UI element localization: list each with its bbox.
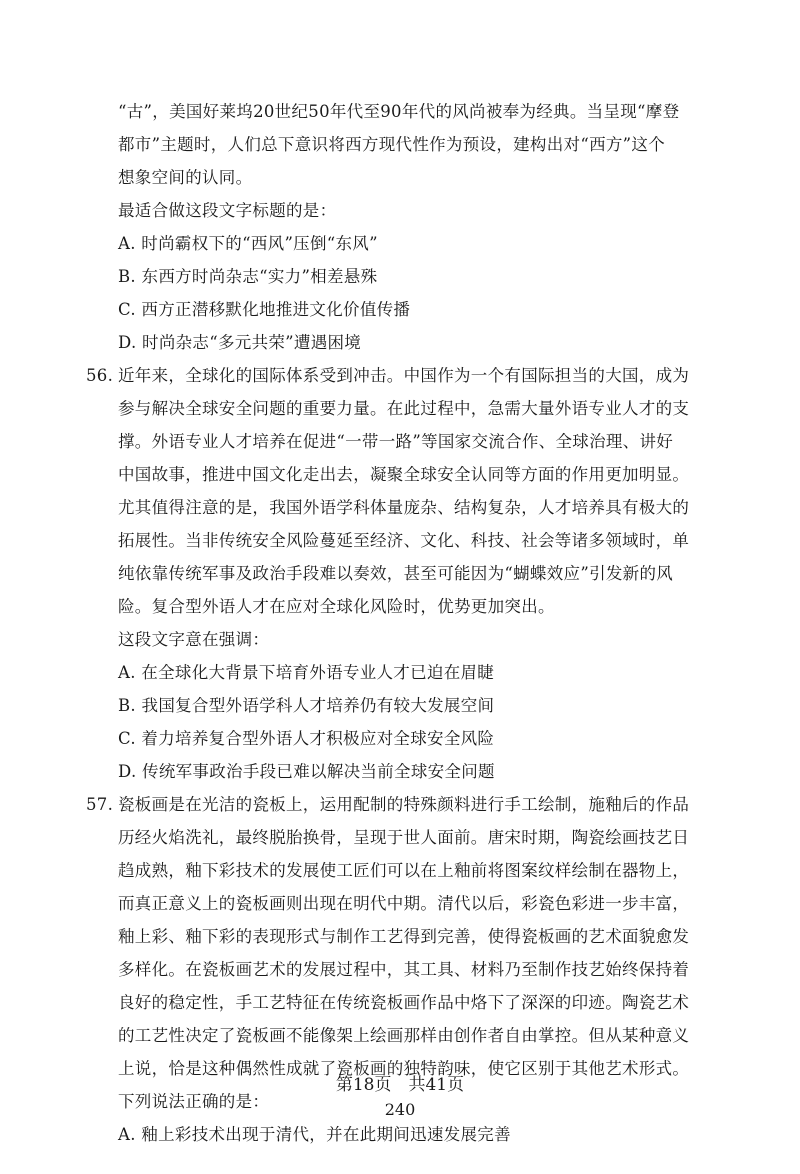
- option-c: C. 西方正潜移默化地推进文化价值传播: [118, 300, 411, 319]
- text-line: 中国故事，推进中国文化走出去，凝聚全球安全认同等方面的作用更加明显。: [118, 465, 690, 484]
- question-number: 57.: [86, 795, 114, 814]
- question-prompt: 下列说法正确的是：: [118, 1092, 270, 1111]
- passage-continuation: [118, 95, 718, 194]
- text-line: 近年来，全球化的国际体系受到冲击。中国作为一个有国际担当的大国，成为: [118, 366, 690, 385]
- text-line: 多样化。在瓷板画艺术的发展过程中，其工具、材料乃至制作技艺始终保持着: [118, 960, 690, 979]
- option-d: D. 时尚杂志“多元共荣”遭遇困境: [118, 333, 362, 352]
- question-prompt: 这段文字意在强调：: [118, 630, 270, 649]
- text-line: 纯依靠传统军事及政治手段难以奏效，甚至可能因为“蝴蝶效应”引发新的风: [118, 564, 674, 583]
- option-b: B. 我国复合型外语学科人才培养仍有较大发展空间: [118, 696, 495, 715]
- page-number: 240: [384, 1100, 416, 1119]
- page-content: [86, 95, 718, 1151]
- text-line: 瓷板画是在光洁的瓷板上，运用配制的特殊颜料进行手工绘制，施釉后的作品: [118, 795, 690, 814]
- option-b: B. 东西方时尚杂志“实力”相差悬殊: [118, 267, 378, 286]
- text-line: 想象空间的认同。: [118, 168, 253, 187]
- option-a: A. 在全球化大背景下培育外语专业人才已迫在眉睫: [118, 663, 495, 682]
- question-prompt: 最适合做这段文字标题的是：: [118, 201, 337, 220]
- text-line: 釉上彩、釉下彩的表现形式与制作工艺得到完善，使得瓷板画的艺术面貌愈发: [118, 927, 690, 946]
- option-c: C. 着力培养复合型外语人才积极应对全球安全风险: [118, 729, 495, 748]
- text-line: “古”，美国好莱坞20世纪50年代至90年代的风尚被奉为经典。当呈现“摩登: [118, 102, 680, 121]
- text-line: 都市”主题时，人们总下意识将西方现代性作为预设，建构出对“西方”这个: [118, 135, 666, 154]
- text-line: 拓展性。当非传统安全风险蔓延至经济、文化、科技、社会等诸多领域时，单: [118, 531, 690, 550]
- text-line: 参与解决全球安全问题的重要力量。在此过程中，急需大量外语专业人才的支: [118, 399, 690, 418]
- question-55-tail: [118, 194, 718, 359]
- question-57: [86, 788, 718, 1151]
- text-line: 险。复合型外语人才在应对全球化风险时，优势更加突出。: [118, 597, 555, 616]
- text-line: 尤其值得注意的是，我国外语学科体量庞杂、结构复杂，人才培养具有极大的: [118, 498, 690, 517]
- page-indicator: 第18页 共41页: [335, 1075, 465, 1095]
- text-line: 的工艺性决定了瓷板画不能像架上绘画那样由创作者自由掌控。但从某种意义: [118, 1026, 690, 1045]
- option-d: D. 传统军事政治手段已难以解决当前全球安全问题: [118, 762, 495, 781]
- question-56: [86, 359, 718, 788]
- text-line: 而真正意义上的瓷板画则出现在明代中期。清代以后，彩瓷色彩进一步丰富，: [118, 894, 690, 913]
- option-a: A. 釉上彩技术出现于清代，并在此期间迅速发展完善: [118, 1125, 511, 1144]
- option-a: A. 时尚霸权下的“西风”压倒“东风”: [118, 234, 378, 253]
- text-line: 趋成熟，釉下彩技术的发展使工匠们可以在上釉前将图案纹样绘制在器物上，: [118, 861, 690, 880]
- text-line: 上说，恰是这种偶然性成就了瓷板画的独特韵味，使它区别于其他艺术形式。: [118, 1059, 690, 1078]
- question-number: 56.: [86, 366, 114, 385]
- text-line: 撑。外语专业人才培养在促进“一带一路”等国家交流合作、全球治理、讲好: [118, 432, 674, 451]
- text-line: 历经火焰洗礼，最终脱胎换骨，呈现于世人面前。唐宋时期，陶瓷绘画技艺日: [118, 828, 690, 847]
- text-line: 良好的稳定性，手工艺特征在传统瓷板画作品中烙下了深深的印迹。陶瓷艺术: [118, 993, 690, 1012]
